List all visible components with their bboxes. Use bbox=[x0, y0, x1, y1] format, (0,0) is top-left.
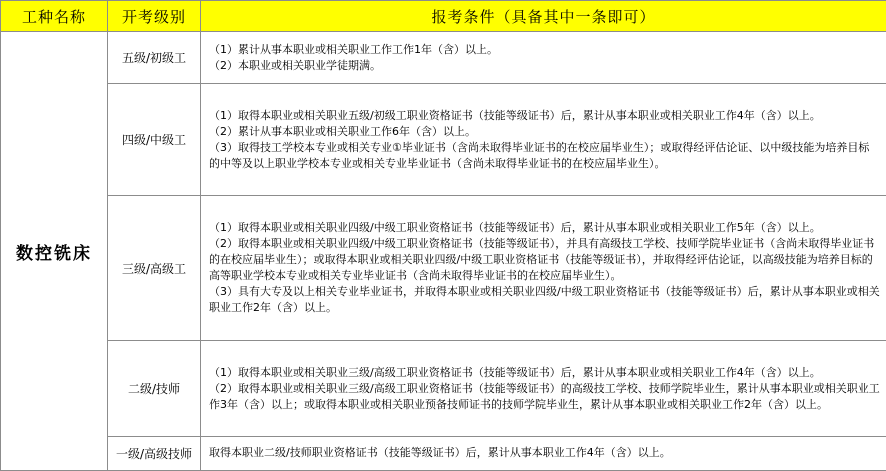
conditions-cell bbox=[201, 84, 886, 195]
level-cell: 五级/初级工 bbox=[108, 32, 201, 84]
condition-item: （1）累计从事本职业或相关职业工作工作1年（含）以上。 bbox=[209, 42, 498, 56]
table-row bbox=[1, 195, 886, 341]
table-row bbox=[1, 341, 886, 436]
condition-item: （2）取得本职业或相关职业三级/高级工职业资格证书（技能等级证书）的高级技工学校、技师学院毕业生，累计从事本职业或相关职业工作3年（含）以上；或取得本职业或相关职业预备技师证书的技师学院毕业生，累计从事本职业或相关职业工作2年（含）以上。 bbox=[209, 381, 880, 411]
level-cell: 四级/中级工 bbox=[108, 84, 201, 195]
condition-item: （2）本职业或相关职业学徒期满。 bbox=[209, 58, 381, 72]
header-job-type: 工种名称 bbox=[1, 1, 108, 32]
level-cell: 二级/技师 bbox=[108, 341, 201, 436]
table-row bbox=[1, 32, 886, 84]
condition-item: （1）取得本职业或相关职业五级/初级工职业资格证书（技能等级证书）后，累计从事本职业或相关职业工作4年（含）以上。 bbox=[209, 108, 821, 122]
conditions-cell bbox=[201, 341, 886, 436]
table-row bbox=[1, 84, 886, 195]
conditions-cell bbox=[201, 436, 886, 470]
condition-item: （1）取得本职业或相关职业四级/中级工职业资格证书（技能等级证书）后，累计从事本职业或相关职业工作5年（含）以上。 bbox=[209, 221, 821, 235]
header-row bbox=[1, 1, 886, 32]
condition-item: （3）具有大专及以上相关专业毕业证书，并取得本职业或相关职业四级/中级工职业资格证书（技能等级证书）后，累计从事本职业或相关职业工作2年（含）以上。 bbox=[209, 285, 880, 315]
condition-item: 取得本职业二级/技师职业资格证书（技能等级证书）后，累计从事本职业工作4年（含）以上。 bbox=[209, 446, 671, 460]
header-level: 开考级别 bbox=[108, 1, 201, 32]
header-conditions: 报考条件（具备其中一条即可） bbox=[201, 1, 886, 32]
level-cell: 一级/高级技师 bbox=[108, 436, 201, 470]
job-type-cell: 数控铣床 bbox=[1, 32, 108, 471]
condition-item: （2）累计从事本职业或相关职业工作6年（含）以上。 bbox=[209, 124, 476, 138]
level-cell: 三级/高级工 bbox=[108, 195, 201, 341]
conditions-cell bbox=[201, 195, 886, 341]
table-row bbox=[1, 436, 886, 470]
conditions-cell bbox=[201, 32, 886, 84]
condition-item: （1）取得本职业或相关职业三级/高级工职业资格证书（技能等级证书）后，累计从事本职业或相关职业工作4年（含）以上。 bbox=[209, 365, 821, 379]
condition-item: （3）取得技工学校本专业或相关专业①毕业证书（含尚未取得毕业证书的在校应届毕业生）；或取得经评估论证、以中级技能为培养目标的中等及以上职业学校本专业或相关专业毕业证书（含尚未取得毕业证书的在校应届毕业生）。 bbox=[209, 140, 870, 170]
condition-item: （2）取得本职业或相关职业四级/中级工职业资格证书（技能等级证书），并具有高级技工学校、技师学院毕业证书（含尚未取得毕业证书的在校应届毕业生）；或取得本职业或相关职业四级/中级工职业资格证书（技能等级证书），并取得经评估论证，以高级技能为培养目标的高等职业学校本专业或相关专业毕业证书（含尚未取得毕业证书的在校应届毕业生）。 bbox=[209, 237, 875, 283]
